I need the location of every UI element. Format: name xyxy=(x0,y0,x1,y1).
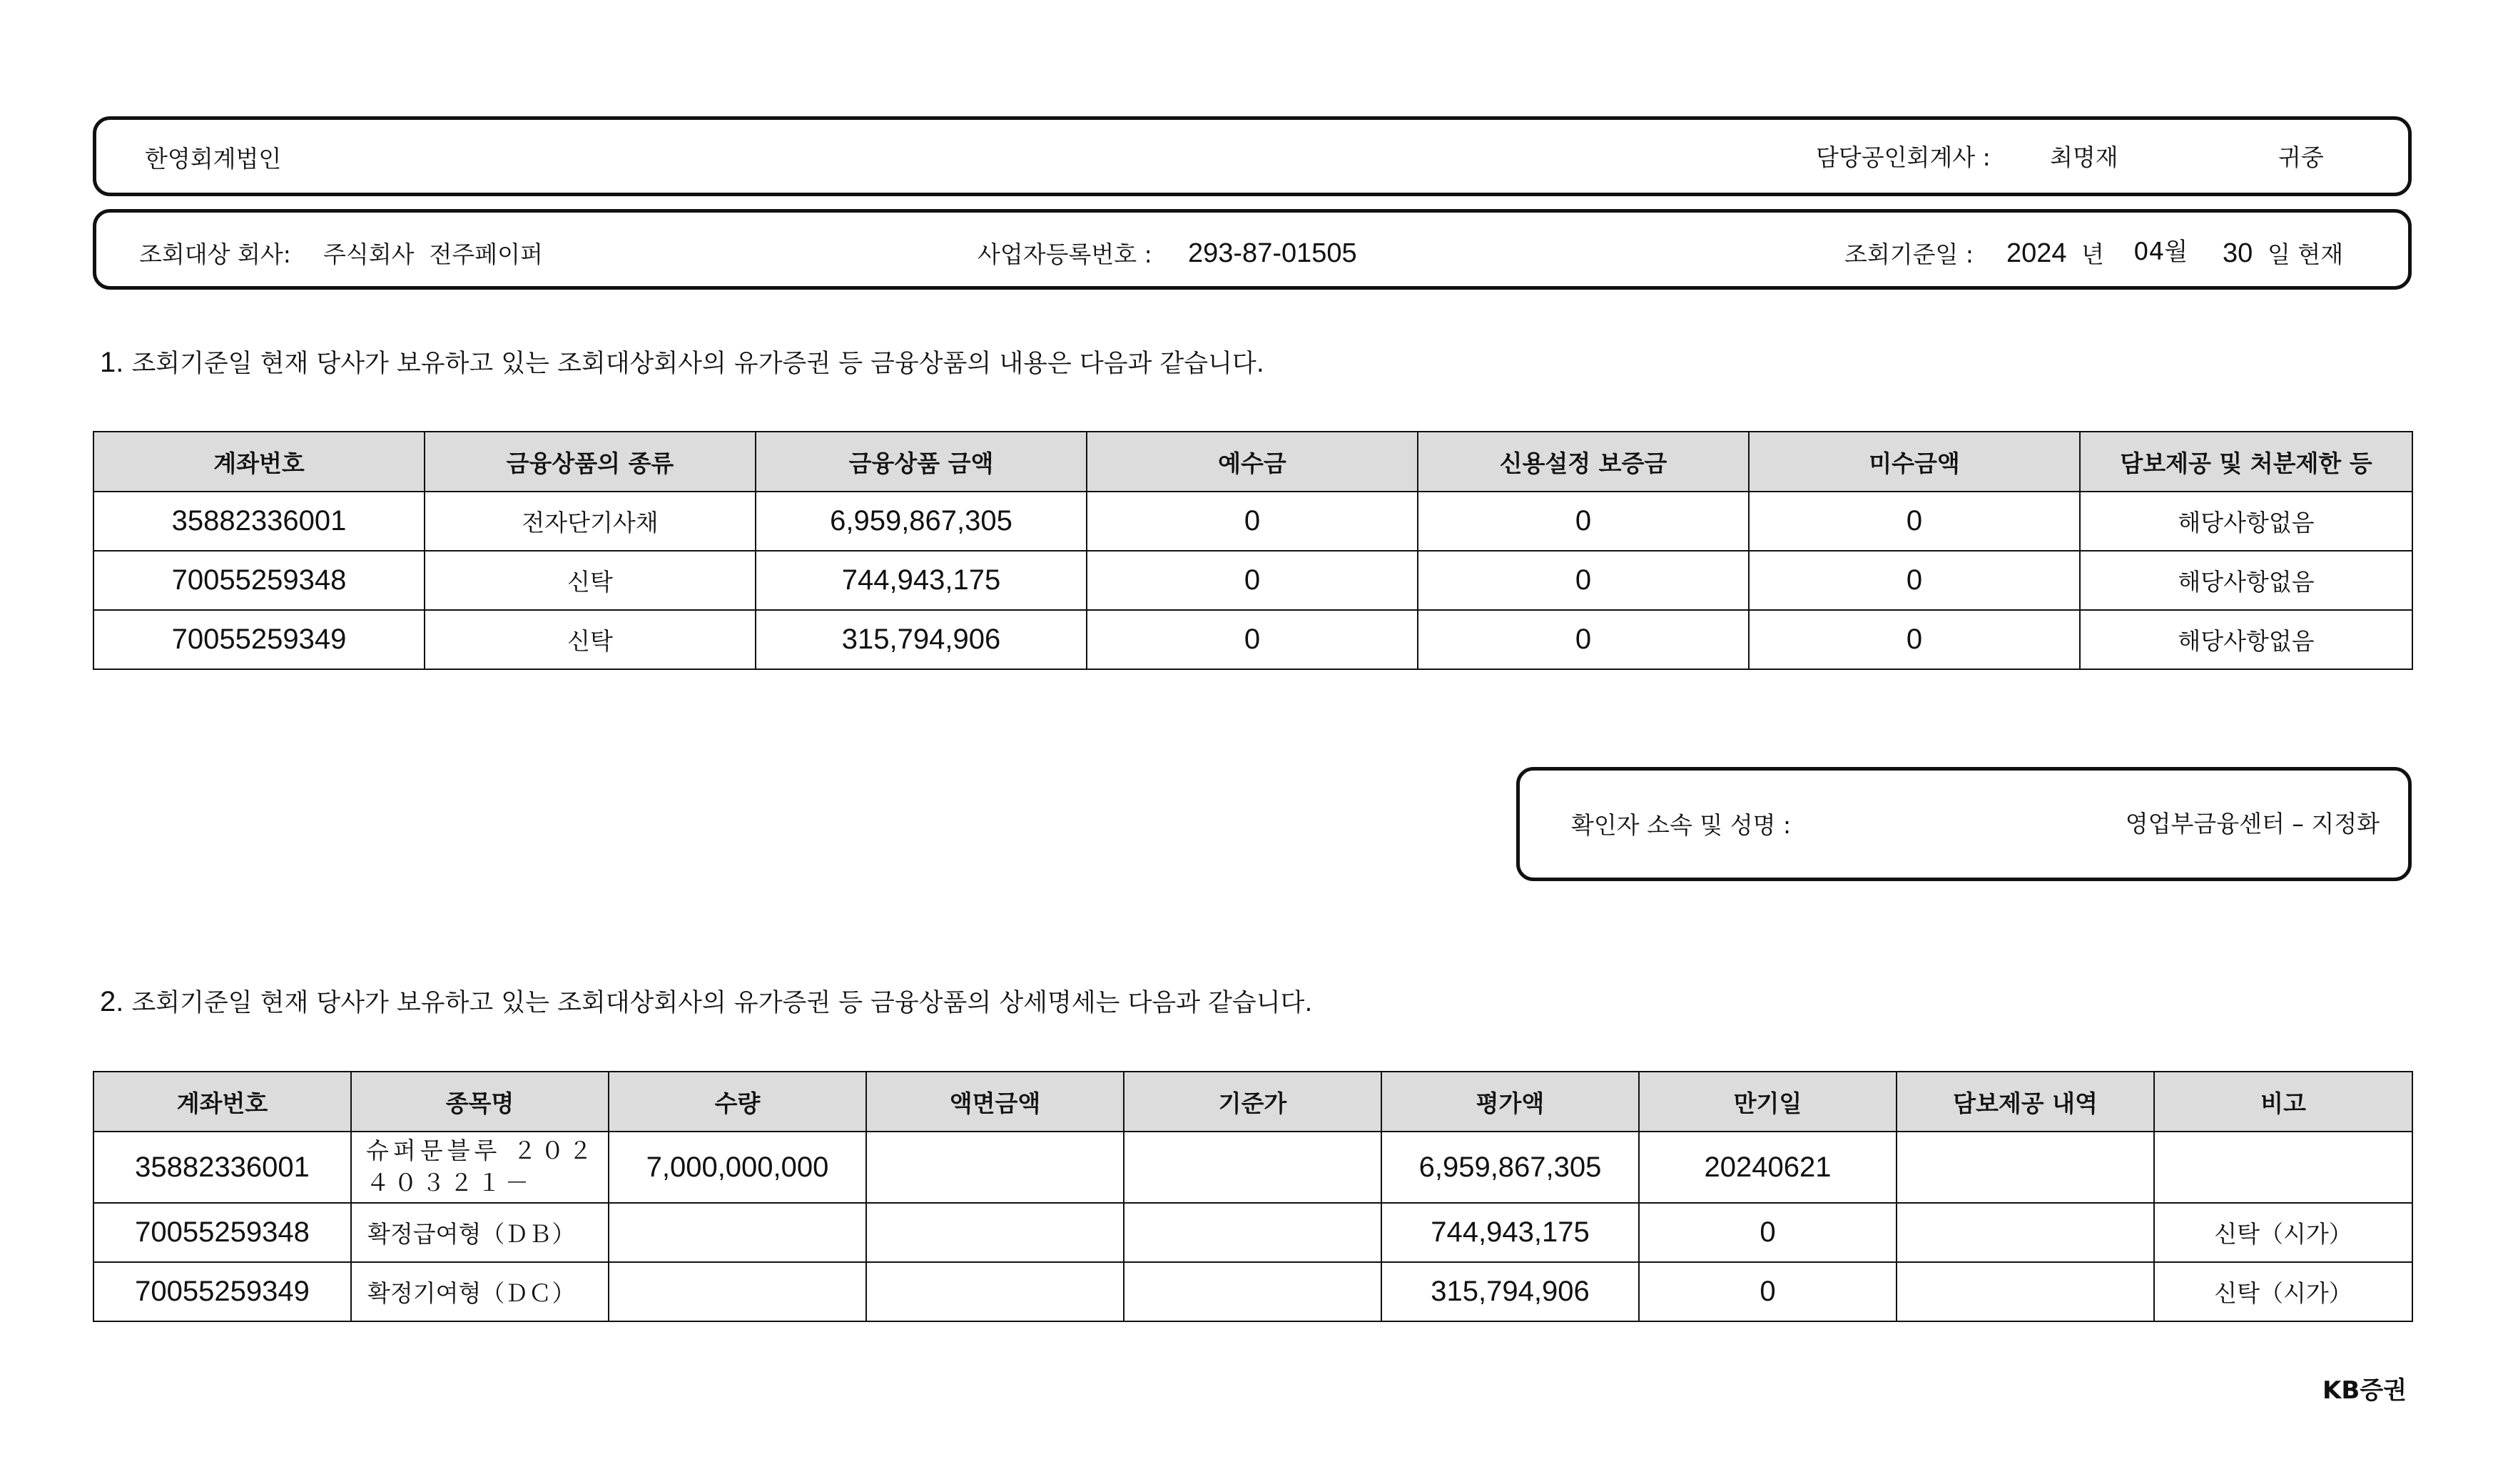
credit-margin: 0 xyxy=(1418,610,1749,669)
date-year: 2024 xyxy=(2006,238,2067,268)
product-type: 전자단기사채 xyxy=(425,492,756,551)
quantity: 7,000,000,000 xyxy=(609,1132,866,1203)
credit-margin: 0 xyxy=(1418,551,1749,610)
section2-table xyxy=(93,1071,2413,1322)
product-amount: 6,959,867,305 xyxy=(756,492,1087,551)
credit-margin: 0 xyxy=(1418,492,1749,551)
col-header: 금융상품 금액 xyxy=(756,432,1087,492)
account-number: 70055259348 xyxy=(93,1203,351,1262)
product-amount: 315,794,906 xyxy=(756,610,1087,669)
confirmer-box xyxy=(1516,767,2412,881)
header-box xyxy=(93,116,2412,196)
bizno-value: 293-87-01505 xyxy=(1188,238,1357,268)
valuation: 6,959,867,305 xyxy=(1381,1132,1639,1203)
receivable: 0 xyxy=(1749,610,2080,669)
account-number: 70055259349 xyxy=(93,1262,351,1321)
account-number: 35882336001 xyxy=(93,1132,351,1203)
table-row xyxy=(93,1132,2412,1203)
collateral-detail xyxy=(1897,1132,2154,1203)
section1-heading xyxy=(100,344,1264,380)
col-header: 계좌번호 xyxy=(93,1072,351,1132)
col-header: 수량 xyxy=(609,1072,866,1132)
col-header: 만기일 xyxy=(1639,1072,1897,1132)
security-name xyxy=(351,1132,609,1203)
table-row xyxy=(93,551,2412,610)
security-name: 확정급여형（ＤＢ） xyxy=(351,1203,609,1262)
date-day: 30 xyxy=(2223,238,2253,268)
section2-heading xyxy=(100,983,1312,1019)
col-header: 담보제공 내역 xyxy=(1897,1072,2154,1132)
bizno-label: 사업자등록번호 : xyxy=(978,240,1152,268)
table-row xyxy=(93,1262,2412,1321)
col-header: 평가액 xyxy=(1381,1072,1639,1132)
collateral: 해당사항없음 xyxy=(2080,492,2412,551)
remarks: 신탁（시가） xyxy=(2154,1203,2412,1262)
table-row xyxy=(93,1203,2412,1262)
col-header: 금융상품의 종류 xyxy=(425,432,756,492)
date-day-unit: 일 현재 xyxy=(2268,240,2344,268)
honorific: 귀중 xyxy=(2278,143,2324,171)
company-label: 조회대상 회사: xyxy=(139,240,291,268)
cpa-name: 최명재 xyxy=(2050,143,2118,171)
confirmer-value: 영업부금융센터 – 지정화 xyxy=(2125,810,2380,838)
face-value xyxy=(866,1132,1124,1203)
quantity xyxy=(609,1262,866,1321)
date-month: 04월 xyxy=(2133,238,2188,266)
col-header: 예수금 xyxy=(1087,432,1418,492)
face-value xyxy=(866,1203,1124,1262)
col-header: 담보제공 및 처분제한 등 xyxy=(2080,432,2412,492)
company-name: 주식회사 전주페이퍼 xyxy=(323,240,543,268)
receivable: 0 xyxy=(1749,492,2080,551)
collateral-detail xyxy=(1897,1203,2154,1262)
table-header-row xyxy=(93,432,2412,492)
deposit: 0 xyxy=(1087,492,1418,551)
remarks: 신탁（시가） xyxy=(2154,1262,2412,1321)
remarks xyxy=(2154,1132,2412,1203)
col-header: 기준가 xyxy=(1124,1072,1381,1132)
col-header: 신용설정 보증금 xyxy=(1418,432,1749,492)
collateral: 해당사항없음 xyxy=(2080,551,2412,610)
account-number: 70055259348 xyxy=(93,551,425,610)
base-price xyxy=(1124,1132,1381,1203)
col-header: 계좌번호 xyxy=(93,432,425,492)
date-label: 조회기준일 : xyxy=(1844,240,1974,268)
cpa-label: 담당공인회계사 : xyxy=(1816,143,1991,171)
security-name-text: 슈퍼문블루 ２０２４０３２１－ xyxy=(366,1137,596,1196)
product-type: 신탁 xyxy=(425,551,756,610)
col-header: 미수금액 xyxy=(1749,432,2080,492)
base-price xyxy=(1124,1262,1381,1321)
product-amount: 744,943,175 xyxy=(756,551,1087,610)
valuation: 744,943,175 xyxy=(1381,1203,1639,1262)
target-company-box xyxy=(93,209,2412,290)
receivable: 0 xyxy=(1749,551,2080,610)
deposit: 0 xyxy=(1087,551,1418,610)
section1-number: 1. xyxy=(100,347,124,378)
collateral: 해당사항없음 xyxy=(2080,610,2412,669)
section1-text: 조회기준일 현재 당사가 보유하고 있는 조회대상회사의 유가증권 등 금융상품의 내용은 다음과 같습니다. xyxy=(131,350,1264,378)
date-year-unit: 년 xyxy=(2081,240,2104,268)
section2-number: 2. xyxy=(100,986,124,1017)
col-header: 비고 xyxy=(2154,1072,2412,1132)
face-value xyxy=(866,1262,1124,1321)
table-row xyxy=(93,492,2412,551)
firm-name: 한영회계법인 xyxy=(145,145,282,173)
security-name: 확정기여형（ＤＣ） xyxy=(351,1262,609,1321)
quantity xyxy=(609,1203,866,1262)
confirmer-label: 확인자 소속 및 성명 : xyxy=(1571,811,1792,839)
collateral-detail xyxy=(1897,1262,2154,1321)
valuation: 315,794,906 xyxy=(1381,1262,1639,1321)
section1-table xyxy=(93,431,2413,670)
product-type: 신탁 xyxy=(425,610,756,669)
base-price xyxy=(1124,1203,1381,1262)
col-header: 종목명 xyxy=(351,1072,609,1132)
account-number: 35882336001 xyxy=(93,492,425,551)
deposit: 0 xyxy=(1087,610,1418,669)
col-header: 액면금액 xyxy=(866,1072,1124,1132)
account-number: 70055259349 xyxy=(93,610,425,669)
maturity-date: 0 xyxy=(1639,1262,1897,1321)
maturity-date: 0 xyxy=(1639,1203,1897,1262)
maturity-date: 20240621 xyxy=(1639,1132,1897,1203)
table-row xyxy=(93,610,2412,669)
section2-text: 조회기준일 현재 당사가 보유하고 있는 조회대상회사의 유가증권 등 금융상품의 상세명세는 다음과 같습니다. xyxy=(131,989,1313,1017)
footer-brand: KB증권 xyxy=(2322,1376,2407,1405)
table-header-row xyxy=(93,1072,2412,1132)
